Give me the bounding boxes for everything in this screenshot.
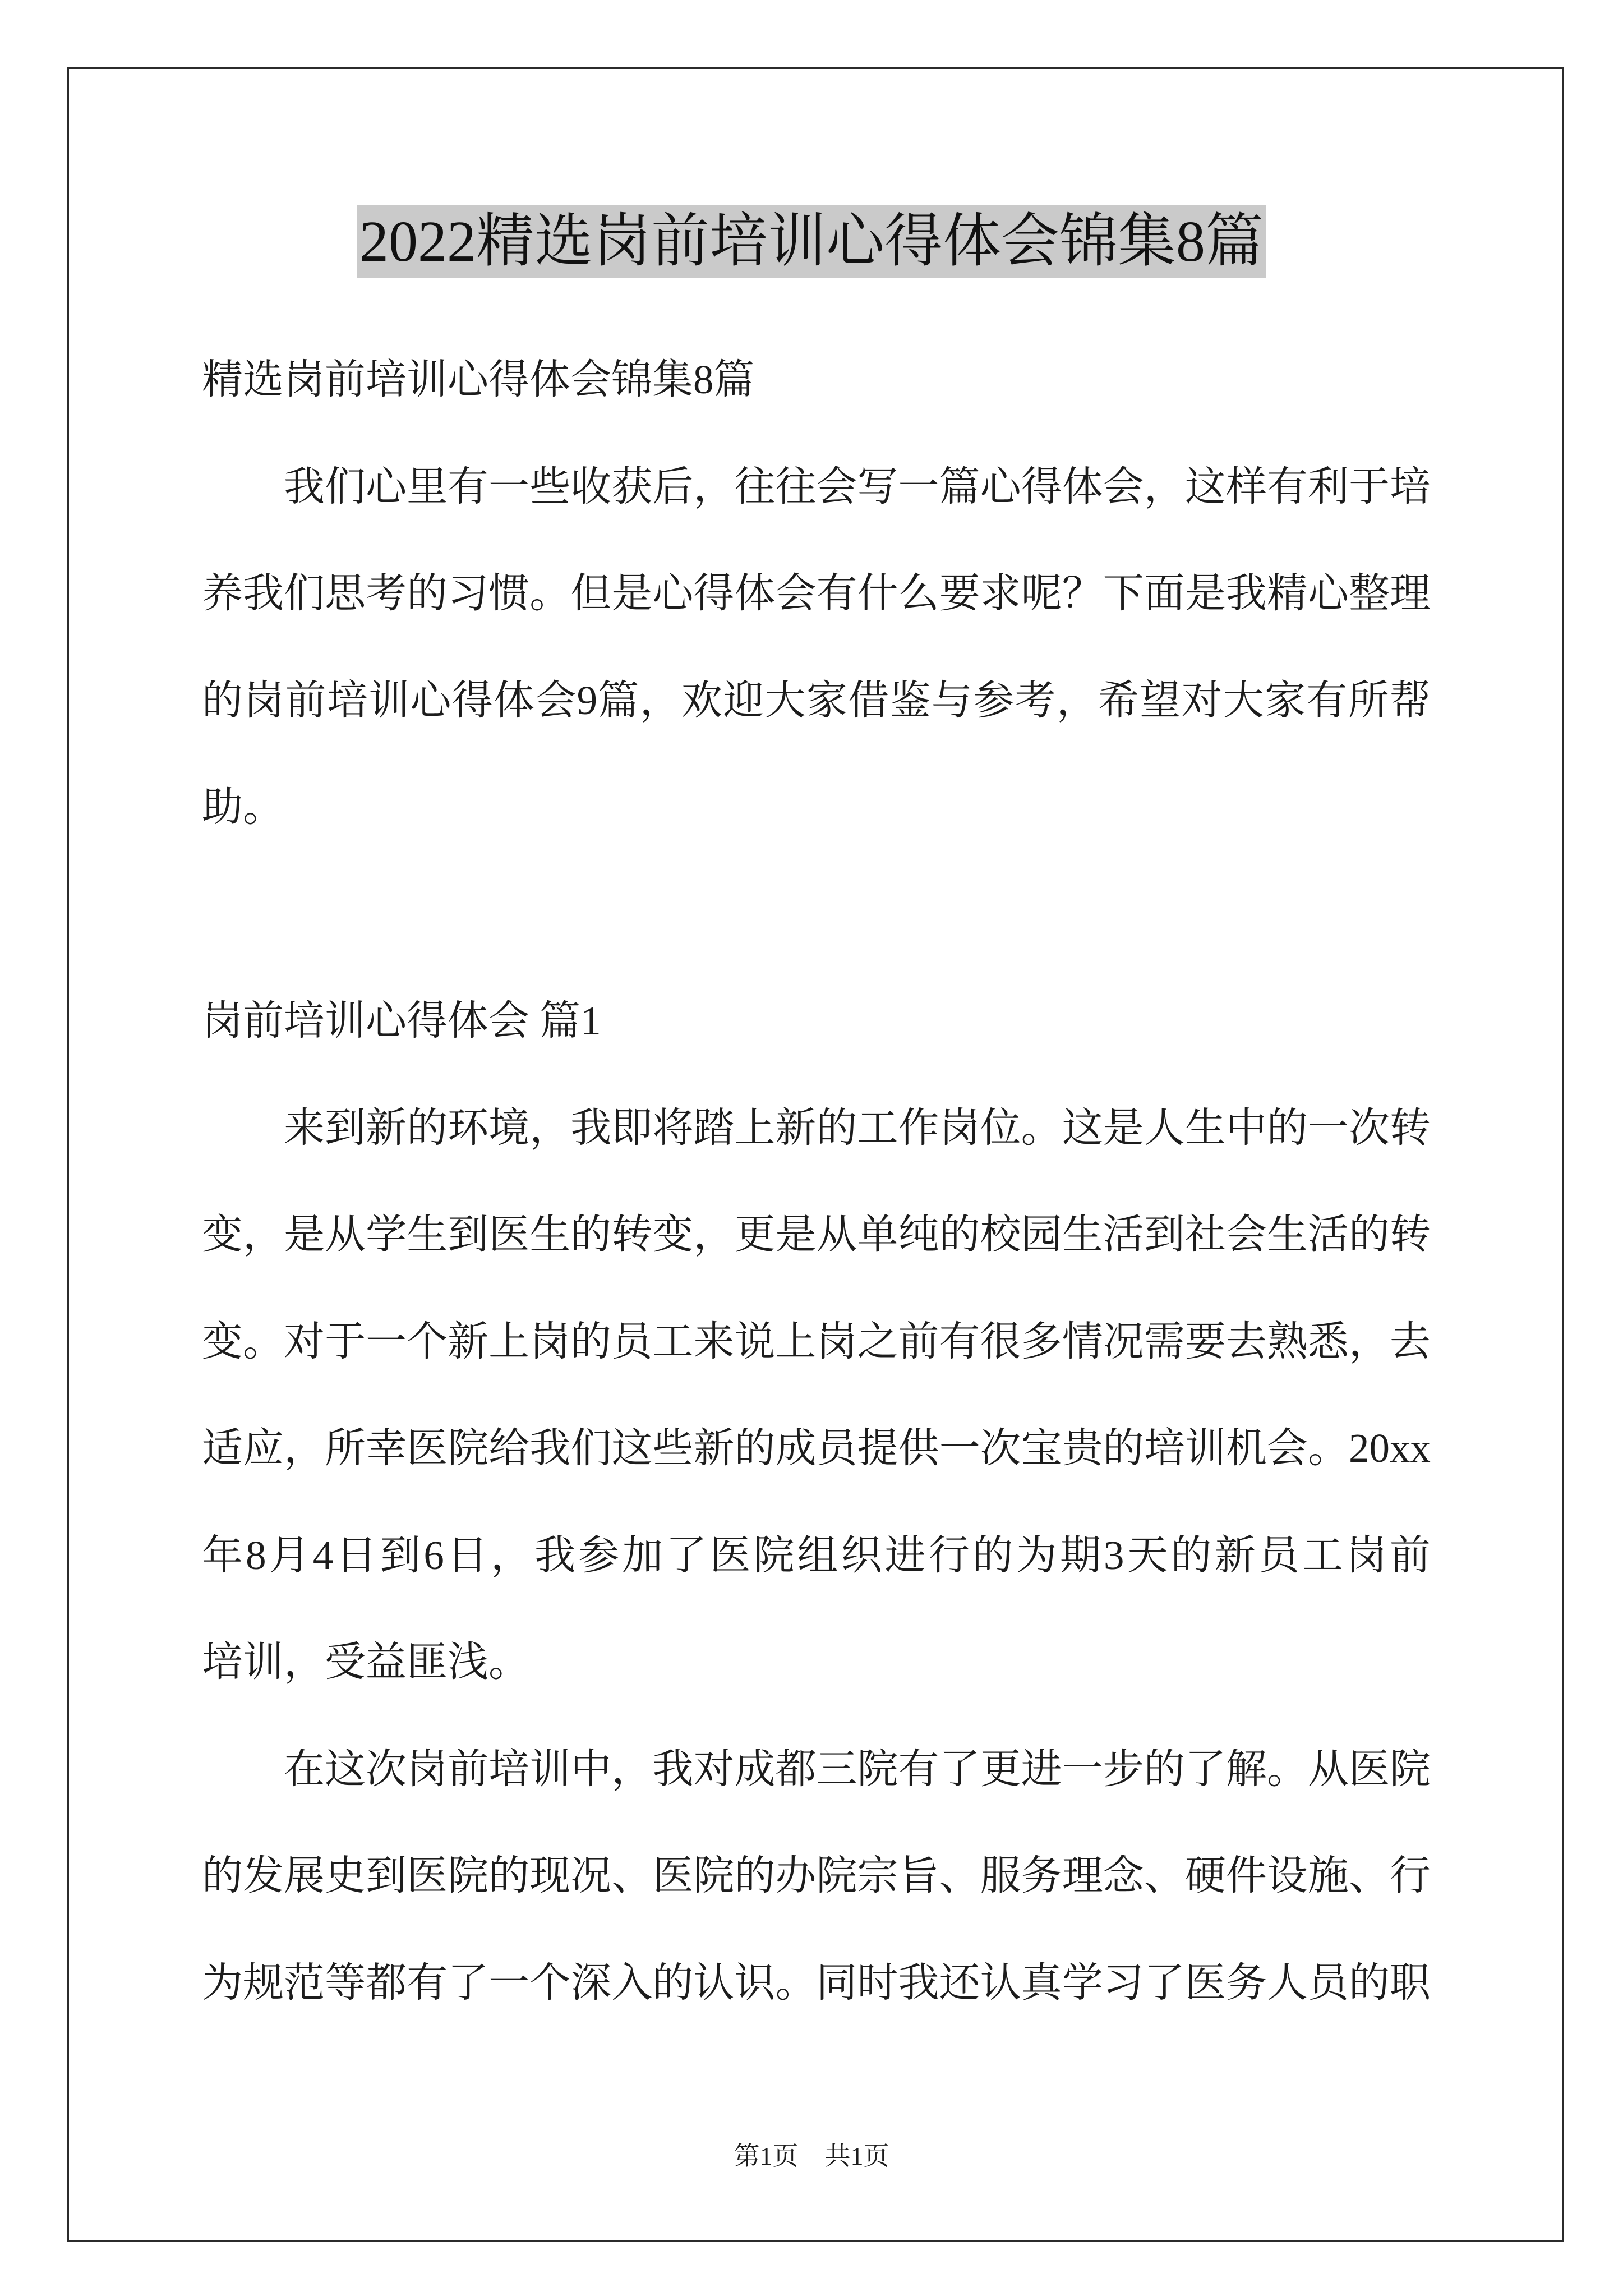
intro-paragraph	[202, 434, 1431, 861]
paragraph-line: 的岗前培训心得体会9篇，欢迎大家借鉴与参考，希望对大家有所帮	[202, 677, 1431, 723]
paragraph-line: 养我们思考的习惯。但是心得体会有什么要求呢？下面是我精心整理	[202, 570, 1431, 616]
paragraph-line: 为规范等都有了一个深入的认识。同时我还认真学习了医务人员的职	[202, 1959, 1431, 2005]
paragraph-line: 我们心里有一些收获后，往往会写一篇心得体会，这样有利于培	[284, 463, 1431, 509]
paragraph-line: 来到新的环境，我即将踏上新的工作岗位。这是人生中的一次转	[284, 1105, 1431, 1151]
title-container	[0, 205, 1623, 278]
section-heading: 岗前培训心得体会 篇1	[202, 998, 601, 1043]
section-paragraph	[202, 1716, 1431, 2037]
page-total: 共1页	[824, 2142, 889, 2170]
paragraph-line: 培训，受益匪浅。	[202, 1639, 529, 1685]
paragraph-line: 变，是从学生到医生的转变，更是从单纯的校园生活到社会生活的转	[202, 1212, 1431, 1257]
document-title: 2022精选岗前培训心得体会锦集8篇	[357, 205, 1266, 278]
paragraph-line: 年8月4日到6日，我参加了医院组织进行的为期3天的新员工岗前	[202, 1532, 1431, 1578]
paragraph-line: 适应，所幸医院给我们这些新的成员提供一次宝贵的培训机会。20xx	[202, 1425, 1431, 1471]
page-number: 第1页	[734, 2142, 799, 2170]
section-paragraph	[202, 1075, 1431, 1716]
document-body	[202, 326, 1431, 2036]
paragraph-line: 在这次岗前培训中，我对成都三院有了更进一步的了解。从医院	[284, 1746, 1431, 1792]
blank-line	[202, 861, 1431, 968]
page-footer	[0, 2139, 1623, 2173]
paragraph-line: 变。对于一个新上岗的员工来说上岗之前有很多情况需要去熟悉，去	[202, 1318, 1431, 1364]
document-subtitle: 精选岗前培训心得体会锦集8篇	[202, 357, 755, 402]
paragraph-line: 的发展史到医院的现况、医院的办院宗旨、服务理念、硬件设施、行	[202, 1853, 1431, 1898]
paragraph-line: 助。	[202, 784, 284, 830]
